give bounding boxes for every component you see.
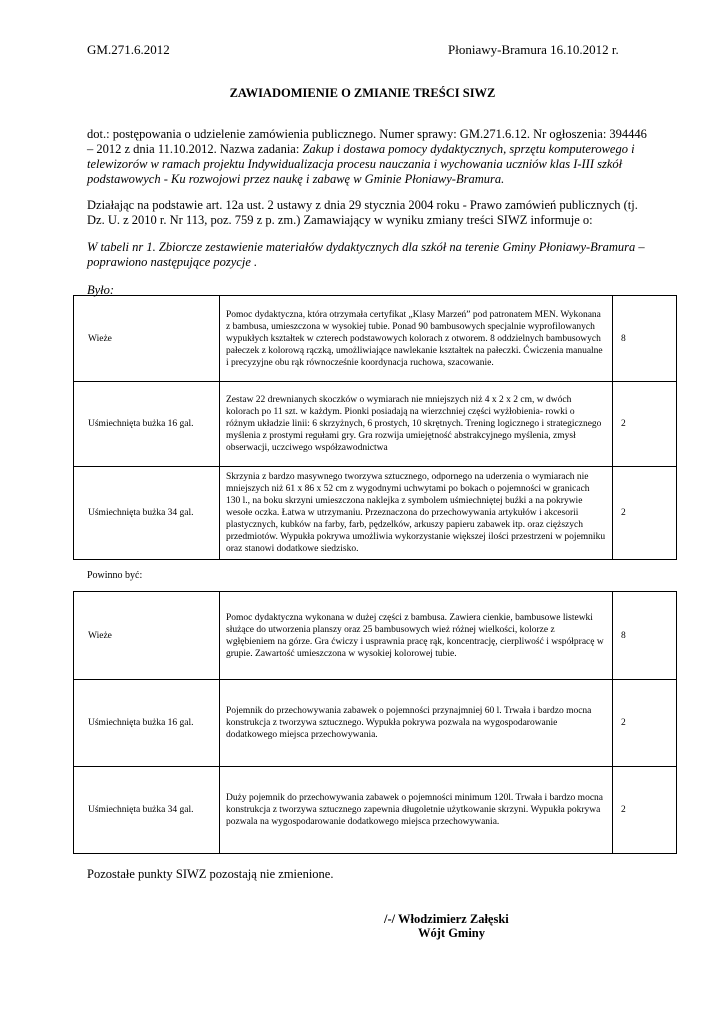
place-and-date: Płoniawy-Bramura 16.10.2012 r. <box>448 42 619 57</box>
item-description: Pojemnik do przechowywania zabawek o pojemności przynajmniej 60 l. Trwała i bardzo mocna konstrukcja z tworzywa sztucznego. Wypukła pokrywa pozwala na wygospodarowanie dodatkowego miejsca przechowywania. <box>220 680 613 767</box>
item-description: Skrzynia z bardzo masywnego tworzywa sztucznego, odpornego na uderzenia o wymiarach nie mniejszych niż 61 x 86 x 52 cm z wygodnymi uchwytami po bokach o pojemności w granicach 130 l., na boku skrzyni umieszczona naklejka z symbolem uśmiechniętej buźki a na pokrywie wesołe oczka. Łatwa w utrzymaniu. Przeznaczona do przechowywania artykułów i akcesorii plastycznych, kubków na farby, farb, pędzelków, arkuszy papieru zabawek itp. oraz cięższych przedmiotów. Wypukła pokrywa umożliwia wykorzystanie większej ilości przestrzeni w pojemniku oraz stanowi dodatkowe siedzisko. <box>220 467 613 560</box>
item-name: Wieże <box>74 592 220 680</box>
intro-text: dot.: postępowania o udzielenie zamówienia publicznego. Numer sprawy: GM.271.6.12. Nr ogłoszenia: 394446 – 2012 z dnia 11.10.2012. Nazwa zadania: <box>87 127 647 156</box>
item-quantity: 2 <box>613 767 677 854</box>
item-quantity: 8 <box>613 592 677 680</box>
table-row <box>74 382 677 467</box>
table-row <box>74 680 677 767</box>
should-be-label: Powinno być: <box>87 570 143 581</box>
task-name: Zakup i dostawa pomocy dydaktycznych, sprzętu komputerowego i telewizorów w ramach projektu Indywidualizacja procesu nauczania i wychowania uczniów klas I-III szkół podstawowych - Ku rozwojowi przez naukę i zabawę w Gminie Płoniawy-Bramura. <box>87 142 635 186</box>
was-label: Było: <box>87 283 115 297</box>
item-quantity: 2 <box>613 382 677 467</box>
closing-statement: Pozostałe punkty SIWZ pozostają nie zmienione. <box>87 867 334 881</box>
legal-basis-paragraph: Działając na podstawie art. 12a ust. 2 ustawy z dnia 29 stycznia 2004 roku - Prawo zamówień publicznych (tj. Dz. U. z 2010 r. Nr 113, poz. 759 z p. zm.) Zamawiający w wyniku zmiany treści SIWZ informuje o: <box>87 198 638 227</box>
signatory-role: Wójt Gminy <box>418 926 486 940</box>
document-title: ZAWIADOMIENIE O ZMIANIE TREŚCI SIWZ <box>229 86 496 100</box>
intro-paragraph <box>87 127 647 187</box>
table-row <box>74 296 677 382</box>
item-quantity: 8 <box>613 296 677 382</box>
item-quantity: 2 <box>613 467 677 560</box>
item-name: Wieże <box>74 296 220 382</box>
table-row <box>74 467 677 560</box>
item-name: Uśmiechnięta bużka 34 gal. <box>74 767 220 854</box>
item-description: Pomoc dydaktyczna, która otrzymała certyfikat „Klasy Marzeń” pod patronatem MEN. Wykonana z bambusa, umieszczona w wysokiej tubie. Ponad 90 bambusowych specjalnie wyprofilowanych wypukłych kształtek w czterech podstawowych kolorach z otworem. 8 oddzielnych bambusowych pałeczek z kolorową rączką, umożliwiające nawlekanie kształtek na pałeczki. Ćwiczenia manualne i precyzyjne obu rąk równocześnie koordynacja ruchowa, szacowanie. <box>220 296 613 382</box>
change-note: W tabeli nr 1. Zbiorcze zestawienie materiałów dydaktycznych dla szkół na terenie Gminy Płoniawy-Bramura – poprawiono następujące pozycje . <box>87 240 645 269</box>
item-quantity: 2 <box>613 680 677 767</box>
item-name: Uśmiechnięta bużka 34 gal. <box>74 467 220 560</box>
document-reference: GM.271.6.2012 <box>87 42 170 57</box>
signatory-name: /-/ Włodzimierz Załęski <box>384 912 509 926</box>
item-description: Duży pojemnik do przechowywania zabawek o pojemności minimum 120l. Trwała i bardzo mocna konstrukcja z tworzywa sztucznego zapewnia długoletnie użytkowanie skrzyni. Wypukła pokrywa pozwala na wygospodarowanie dodatkowego miejsca przechowywania. <box>220 767 613 854</box>
item-name: Uśmiechnięta bużka 16 gal. <box>74 382 220 467</box>
item-description: Zestaw 22 drewnianych skoczków o wymiarach nie mniejszych niż 4 x 2 x 2 cm, w dwóch kolorach po 11 szt. w każdym. Pionki posiadają na wierzchniej części wyżłobienia- rowki o różnym układzie linii: 6 skrzyżnych, 6 prostych, 10 skrętnych. Trening logicznego i strategicznego myślenia z prostymi regułami gry. Gra rozwija umiejętność abstrakcyjnego myślenia, zmysł obserwacji, uczciwego współzawodnictwa <box>220 382 613 467</box>
should-be-table <box>73 591 677 854</box>
item-name: Uśmiechnięta bużka 16 gal. <box>74 680 220 767</box>
was-table <box>73 295 677 560</box>
item-description: Pomoc dydaktyczna wykonana w dużej części z bambusa. Zawiera cienkie, bambusowe listewki służące do utworzenia planszy oraz 25 bambusowych wież różnej wielkości, kolorze z wgłębieniem na górze. Gra ćwiczy i usprawnia pracę rąk, koncentrację, cierpliwość i współpracę w grupie. Zawartość umieszczona w wysokiej kolorowej tubie. <box>220 592 613 680</box>
table-row <box>74 592 677 680</box>
table-row <box>74 767 677 854</box>
